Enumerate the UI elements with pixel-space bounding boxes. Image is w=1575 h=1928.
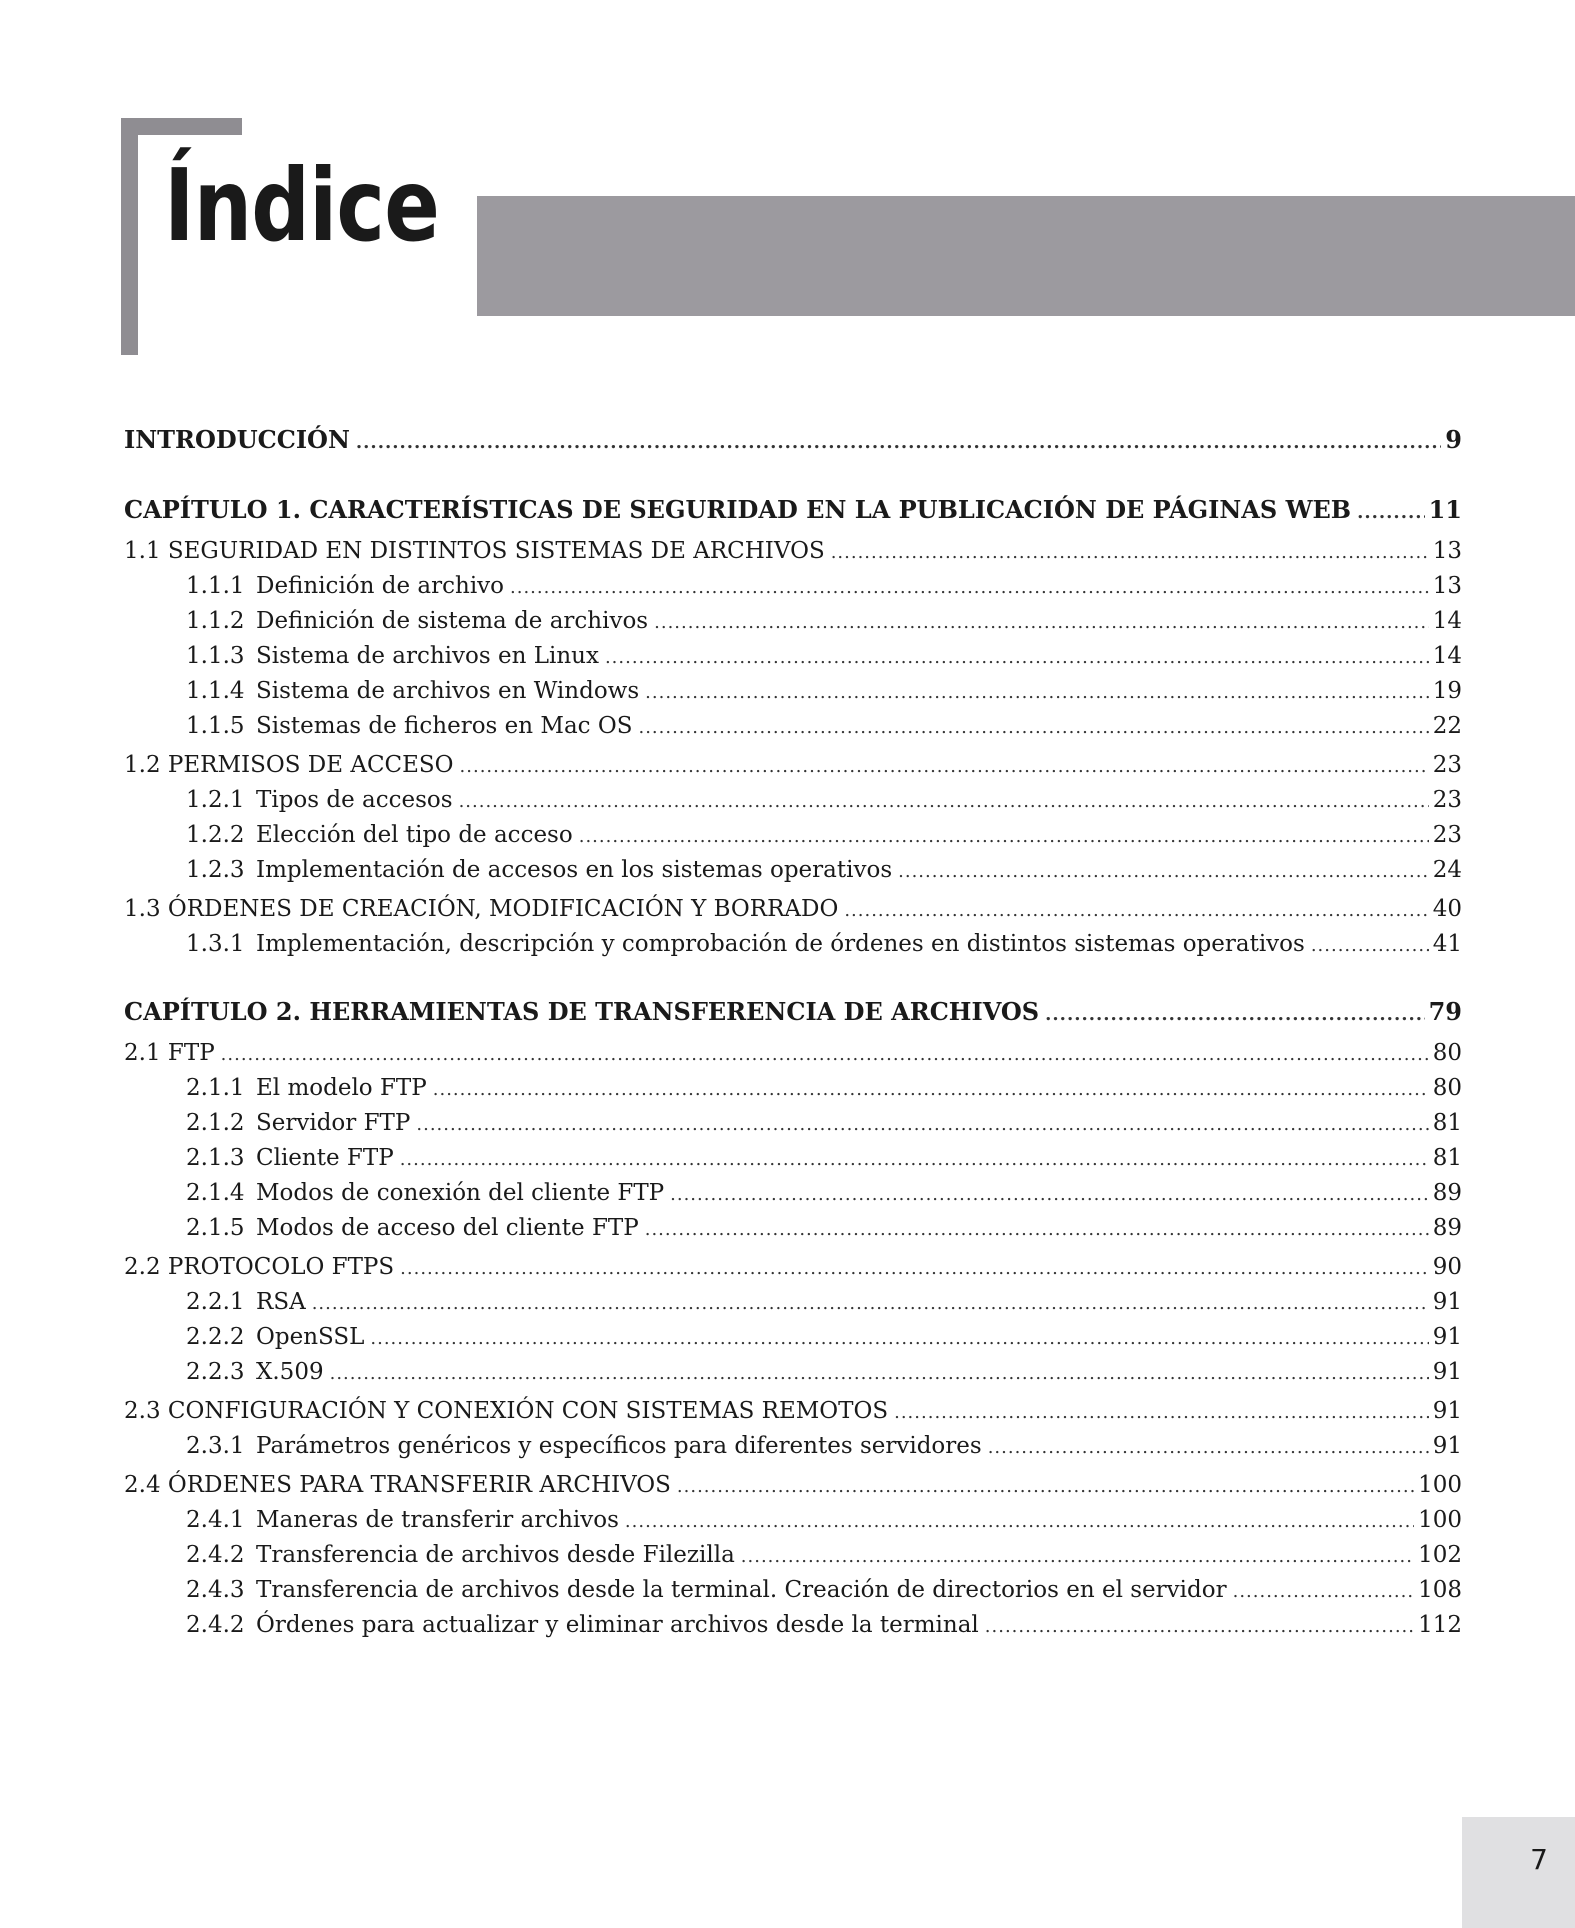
toc-entry-sub[interactable]	[124, 709, 1462, 744]
header-gray-bar	[477, 196, 1575, 316]
toc-entry-section[interactable]	[124, 892, 1462, 927]
toc-entry-page: 11	[1428, 495, 1462, 524]
toc-dot-leader	[356, 423, 1441, 463]
toc-entry-sub[interactable]	[124, 1141, 1462, 1176]
toc-entry-text: Transferencia de archivos desde la terminal. Creación de directorios en el servidor	[256, 1577, 1227, 1603]
toc-entry-page: 40	[1432, 896, 1462, 922]
toc-entry-text: 2.2 PROTOCOLO FTPS	[124, 1254, 395, 1280]
toc-entry-page: 89	[1432, 1215, 1462, 1241]
toc-entry-page: 91	[1432, 1433, 1462, 1459]
toc-dot-leader	[1233, 1574, 1415, 1609]
toc-entry-text: OpenSSL	[256, 1324, 365, 1350]
toc-dot-leader	[605, 640, 1429, 675]
toc-entry-text: Sistemas de ficheros en Mac OS	[256, 713, 633, 739]
toc-entry-text: 1.1 SEGURIDAD EN DISTINTOS SISTEMAS DE ARCHIVOS	[124, 538, 825, 564]
toc-entry-text: Implementación, descripción y comprobación de órdenes en distintos sistemas operativos	[256, 931, 1305, 957]
toc-entry-text: 1.3 ÓRDENES DE CREACIÓN, MODIFICACIÓN Y BORRADO	[124, 896, 839, 922]
toc-dot-leader	[460, 749, 1429, 784]
toc-entry-text: CAPÍTULO 2. HERRAMIENTAS DE TRANSFERENCIA DE ARCHIVOS	[124, 997, 1040, 1026]
page-number: 7	[1530, 1843, 1548, 1876]
toc-entry-label	[186, 1429, 988, 1464]
toc-entry-section[interactable]	[124, 1394, 1462, 1429]
toc-entry-sub[interactable]	[124, 1071, 1462, 1106]
toc-entry-label	[186, 1573, 1233, 1608]
toc-entry-text: INTRODUCCIÓN	[124, 425, 350, 454]
toc-dot-leader	[579, 819, 1429, 854]
toc-spacer	[124, 962, 1462, 992]
toc-entry-page: 90	[1432, 1254, 1462, 1280]
toc-entry-number: 1.1.5	[186, 713, 245, 739]
toc-entry-page: 14	[1432, 608, 1462, 634]
toc-entry-text: Sistema de archivos en Linux	[256, 643, 599, 669]
toc-entry-text: Transferencia de archivos desde Filezilla	[256, 1542, 735, 1568]
toc-entry-sub[interactable]	[124, 639, 1462, 674]
toc-dot-leader	[645, 675, 1429, 710]
toc-dot-leader	[400, 1251, 1429, 1286]
page-title: Índice	[164, 147, 439, 264]
toc-dot-leader	[654, 605, 1429, 640]
toc-entry-sub[interactable]	[124, 1211, 1462, 1246]
toc-entry-page: 89	[1432, 1180, 1462, 1206]
toc-entry-sub[interactable]	[124, 1503, 1462, 1538]
toc-entry-number: 1.2.2	[186, 822, 245, 848]
toc-dot-leader	[1357, 493, 1425, 533]
toc-dot-leader	[370, 1321, 1428, 1356]
toc-entry-number: 2.4.1	[186, 1507, 245, 1533]
toc-entry-text: 2.1 FTP	[124, 1040, 215, 1066]
toc-dot-leader	[416, 1107, 1428, 1142]
toc-dot-leader	[741, 1539, 1414, 1574]
toc-entry-number: 2.3.1	[186, 1433, 245, 1459]
toc-entry-text: Cliente FTP	[256, 1145, 394, 1171]
toc-entry-label	[124, 992, 1045, 1032]
toc-entry-sub[interactable]	[124, 604, 1462, 639]
toc-entry-sub[interactable]	[124, 674, 1462, 709]
toc-entry-label	[124, 534, 831, 569]
toc-entry-text: Definición de sistema de archivos	[256, 608, 649, 634]
toc-entry-label	[186, 927, 1311, 962]
toc-entry-number: 1.1.2	[186, 608, 245, 634]
toc-entry-number: 2.2.2	[186, 1324, 245, 1350]
toc-entry-label	[124, 748, 460, 783]
header-bracket-left	[121, 118, 138, 355]
toc-entry-page: 91	[1432, 1324, 1462, 1350]
toc-dot-leader	[625, 1504, 1414, 1539]
toc-entry-page: 91	[1432, 1359, 1462, 1385]
toc-dot-leader	[638, 710, 1428, 745]
toc-dot-leader	[988, 1430, 1429, 1465]
toc-entry-page: 24	[1432, 857, 1462, 883]
toc-entry-text: Modos de acceso del cliente FTP	[256, 1215, 639, 1241]
toc-entry-label	[186, 783, 459, 818]
toc-entry-page: 14	[1432, 643, 1462, 669]
toc-entry-label	[124, 420, 356, 460]
toc-entry-label	[186, 1320, 370, 1355]
toc-entry-number: 1.1.3	[186, 643, 245, 669]
toc-dot-leader	[645, 1212, 1429, 1247]
toc-entry-text: Modos de conexión del cliente FTP	[256, 1180, 665, 1206]
toc-entry-sub[interactable]	[124, 1355, 1462, 1390]
toc-entry-text: Parámetros genéricos y específicos para diferentes servidores	[256, 1433, 982, 1459]
toc-entry-text: 2.3 CONFIGURACIÓN Y CONEXIÓN CON SISTEMAS REMOTOS	[124, 1398, 889, 1424]
toc-entry-sub[interactable]	[124, 1320, 1462, 1355]
toc-entry-section[interactable]	[124, 1250, 1462, 1285]
toc-entry-page: 100	[1418, 1472, 1462, 1498]
toc-entry-text: 2.4 ÓRDENES PARA TRANSFERIR ARCHIVOS	[124, 1472, 671, 1498]
toc-entry-page: 79	[1428, 997, 1462, 1026]
toc-entry-chapter[interactable]	[124, 490, 1462, 530]
toc-entry-sub[interactable]	[124, 1429, 1462, 1464]
toc-entry-number: 2.1.5	[186, 1215, 245, 1241]
toc-entry-page: 13	[1432, 573, 1462, 599]
toc-entry-label	[186, 1608, 985, 1643]
toc-entry-number: 1.1.1	[186, 573, 245, 599]
toc-entry-number: 1.3.1	[186, 931, 245, 957]
toc-entry-label	[186, 709, 638, 744]
toc-entry-text: Implementación de accesos en los sistemas operativos	[256, 857, 893, 883]
toc-entry-page: 19	[1432, 678, 1462, 704]
toc-entry-page: 91	[1432, 1398, 1462, 1424]
toc-entry-number: 2.1.2	[186, 1110, 245, 1136]
toc-entry-text: Órdenes para actualizar y eliminar archivos desde la terminal	[256, 1612, 979, 1638]
toc-entry-section[interactable]	[124, 748, 1462, 783]
toc-entry-label	[186, 1141, 400, 1176]
toc-entry-label	[186, 1355, 330, 1390]
toc-entry-chapter[interactable]	[124, 420, 1462, 460]
toc-dot-leader	[459, 784, 1429, 819]
toc-entry-section[interactable]	[124, 1036, 1462, 1071]
toc-entry-text: RSA	[256, 1289, 306, 1315]
toc-dot-leader	[985, 1609, 1414, 1644]
toc-entry-page: 81	[1432, 1145, 1462, 1171]
toc-dot-leader	[221, 1037, 1429, 1072]
toc-entry-page: 112	[1418, 1612, 1462, 1638]
toc-entry-label	[186, 1503, 625, 1538]
toc-dot-leader	[510, 570, 1429, 605]
toc-entry-label	[186, 1106, 416, 1141]
toc-entry-text: X.509	[256, 1359, 324, 1385]
toc-dot-leader	[677, 1469, 1414, 1504]
toc-entry-number: 2.1.4	[186, 1180, 245, 1206]
toc-entry-number: 2.2.1	[186, 1289, 245, 1315]
table-of-contents	[124, 420, 1462, 1643]
toc-entry-label	[124, 1468, 677, 1503]
toc-dot-leader	[894, 1395, 1429, 1430]
toc-dot-leader	[898, 854, 1429, 889]
toc-entry-text: Servidor FTP	[256, 1110, 411, 1136]
toc-entry-sub[interactable]	[124, 1106, 1462, 1141]
toc-entry-section[interactable]	[124, 1468, 1462, 1503]
toc-entry-number: 2.4.2	[186, 1542, 245, 1568]
toc-entry-page: 108	[1418, 1577, 1462, 1603]
toc-dot-leader	[433, 1072, 1429, 1107]
toc-entry-number: 2.4.3	[186, 1577, 245, 1603]
toc-entry-label	[124, 892, 844, 927]
toc-entry-label	[186, 818, 579, 853]
toc-entry-sub[interactable]	[124, 1538, 1462, 1573]
toc-entry-page: 100	[1418, 1507, 1462, 1533]
toc-entry-text: CAPÍTULO 1. CARACTERÍSTICAS DE SEGURIDAD EN LA PUBLICACIÓN DE PÁGINAS WEB	[124, 495, 1352, 524]
toc-entry-sub[interactable]	[124, 1176, 1462, 1211]
toc-entry-sub[interactable]	[124, 569, 1462, 604]
toc-entry-page: 91	[1432, 1289, 1462, 1315]
toc-entry-label	[124, 1394, 894, 1429]
toc-entry-number: 2.1.1	[186, 1075, 245, 1101]
toc-entry-section[interactable]	[124, 534, 1462, 569]
toc-entry-number: 2.2.3	[186, 1359, 245, 1385]
toc-entry-label	[186, 1211, 645, 1246]
toc-entry-sub[interactable]	[124, 1573, 1462, 1608]
toc-entry-sub[interactable]	[124, 818, 1462, 853]
toc-entry-page: 80	[1432, 1040, 1462, 1066]
toc-spacer	[124, 460, 1462, 490]
toc-entry-label	[186, 674, 645, 709]
toc-dot-leader	[831, 535, 1429, 570]
header-bracket-top	[121, 118, 242, 135]
toc-entry-page: 9	[1445, 425, 1462, 454]
toc-entry-sub[interactable]	[124, 1608, 1462, 1643]
toc-entry-page: 23	[1432, 752, 1462, 778]
toc-entry-page: 102	[1418, 1542, 1462, 1568]
toc-entry-number: 1.2.3	[186, 857, 245, 883]
toc-entry-text: 1.2 PERMISOS DE ACCESO	[124, 752, 454, 778]
toc-entry-chapter[interactable]	[124, 992, 1462, 1032]
toc-entry-text: Definición de archivo	[256, 573, 505, 599]
toc-entry-label	[124, 1250, 400, 1285]
toc-entry-number: 2.4.2	[186, 1612, 245, 1638]
toc-entry-page: 41	[1432, 931, 1462, 957]
toc-entry-sub[interactable]	[124, 783, 1462, 818]
toc-entry-page: 13	[1432, 538, 1462, 564]
toc-entry-text: Sistema de archivos en Windows	[256, 678, 640, 704]
toc-entry-text: Maneras de transferir archivos	[256, 1507, 619, 1533]
toc-entry-page: 81	[1432, 1110, 1462, 1136]
toc-dot-leader	[330, 1356, 1429, 1391]
toc-dot-leader	[1311, 928, 1429, 963]
toc-entry-label	[186, 1176, 670, 1211]
toc-entry-page: 23	[1432, 787, 1462, 813]
toc-entry-label	[186, 1538, 741, 1573]
toc-entry-number: 1.2.1	[186, 787, 245, 813]
toc-entry-page: 23	[1432, 822, 1462, 848]
toc-entry-sub[interactable]	[124, 1285, 1462, 1320]
toc-entry-sub[interactable]	[124, 853, 1462, 888]
toc-dot-leader	[844, 893, 1428, 928]
toc-entry-number: 1.1.4	[186, 678, 245, 704]
toc-entry-page: 22	[1432, 713, 1462, 739]
toc-dot-leader	[312, 1286, 1429, 1321]
toc-entry-sub[interactable]	[124, 927, 1462, 962]
toc-entry-number: 2.1.3	[186, 1145, 245, 1171]
page-number-box	[1462, 1817, 1575, 1928]
toc-entry-label	[186, 853, 898, 888]
toc-entry-label	[124, 490, 1357, 530]
toc-entry-label	[186, 569, 510, 604]
toc-entry-label	[186, 604, 654, 639]
toc-dot-leader	[670, 1177, 1429, 1212]
toc-entry-text: El modelo FTP	[256, 1075, 427, 1101]
toc-entry-label	[186, 639, 605, 674]
toc-dot-leader	[400, 1142, 1429, 1177]
toc-entry-label	[186, 1285, 312, 1320]
toc-entry-text: Elección del tipo de acceso	[256, 822, 573, 848]
toc-entry-label	[124, 1036, 221, 1071]
toc-entry-label	[186, 1071, 433, 1106]
toc-entry-text: Tipos de accesos	[256, 787, 453, 813]
toc-entry-page: 80	[1432, 1075, 1462, 1101]
toc-dot-leader	[1045, 995, 1424, 1035]
